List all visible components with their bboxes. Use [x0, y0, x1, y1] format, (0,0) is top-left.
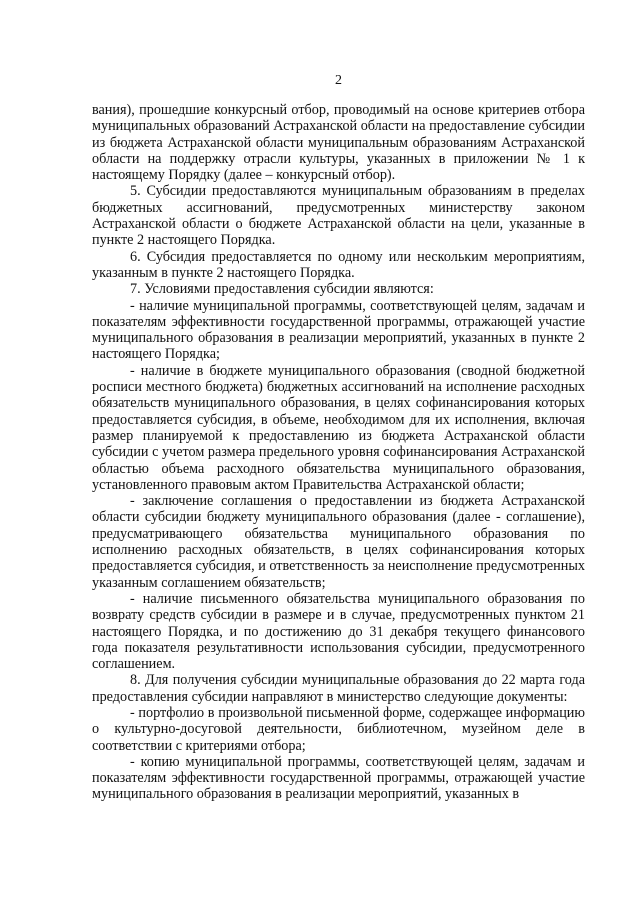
paragraph-item-8: 8. Для получения субсидии муниципальные образования до 22 марта года предоставления субсидии направляют в министерство следующие документы: — [92, 672, 585, 705]
condition-item: - заключение соглашения о предоставлении из бюджета Астраханской области субсидии бюджету муниципального образования (далее - соглашение), предусматривающего обязательства муниципального образования по исполнению расходных обязательств, в целях софинансирования которых предоставляется субсидия, и ответственность за неисполнение предусмотренных указанным соглашением обязательств; — [92, 493, 585, 591]
condition-item: - наличие муниципальной программы, соответствующей целям, задачам и показателям эффективности государственной программы, отражающей участие муниципального образования в реализации мероприятий, указанных в пункте 2 настоящего Порядка; — [92, 297, 585, 363]
condition-item: - наличие письменного обязательства муниципального образования по возврату средств субсидии в размере и в случае, предусмотренных пунктом 21 настоящего Порядка, и по достижению до 31 декабря текущего финансового года показателя результативности использования субсидии, предусмотренного соглашением. — [92, 590, 585, 673]
paragraph-item-5: 5. Субсидии предоставляются муниципальным образованиям в пределах бюджетных ассигнований, предусмотренных министерству законом Астраханской области о бюджете Астраханской области на цели, указанные в пункте 2 настоящего Порядка. — [92, 183, 585, 249]
condition-item: - наличие в бюджете муниципального образования (сводной бюджетной росписи местного бюджета) бюджетных ассигнований на исполнение расходных обязательств муниципального образования, в целях софинансирования которых предоставляется субсидия, в объеме, необходимом для их исполнения, включая размер планируемой к предоставлению из бюджета Астраханской области субсидии с учетом размера предельного уровня софинансирования Астраханской областью объема расходного обязательства муниципального образования, установленного правовым актом Правительства Астраханской области; — [92, 362, 585, 493]
document-list-item: - портфолио в произвольной письменной форме, содержащее информацию о культурно-досуговой деятельности, библиотечном, музейном деле в соответствии с критериями отбора; — [92, 704, 585, 754]
document-page — [92, 72, 585, 803]
document-list-item: - копию муниципальной программы, соответствующей целям, задачам и показателям эффективности государственной программы, отражающей участие муниципального образования в реализации мероприятий, указанных в — [92, 753, 585, 803]
paragraph-continuation: вания), прошедшие конкурсный отбор, проводимый на основе критериев отбора муниципальных образований Астраханской области на предоставление субсидии из бюджета Астраханской области муниципальным образованиям Астраханской области на поддержку отрасли культуры, указанных в приложении № 1 к настоящему Порядку (далее – конкурсный отбор). — [92, 102, 585, 184]
page-number: 2 — [335, 73, 342, 88]
paragraph-item-7: 7. Условиями предоставления субсидии являются: — [130, 281, 434, 298]
paragraph-item-6: 6. Субсидия предоставляется по одному или нескольким мероприятиям, указанным в пункте 2 настоящего Порядка. — [92, 248, 585, 281]
